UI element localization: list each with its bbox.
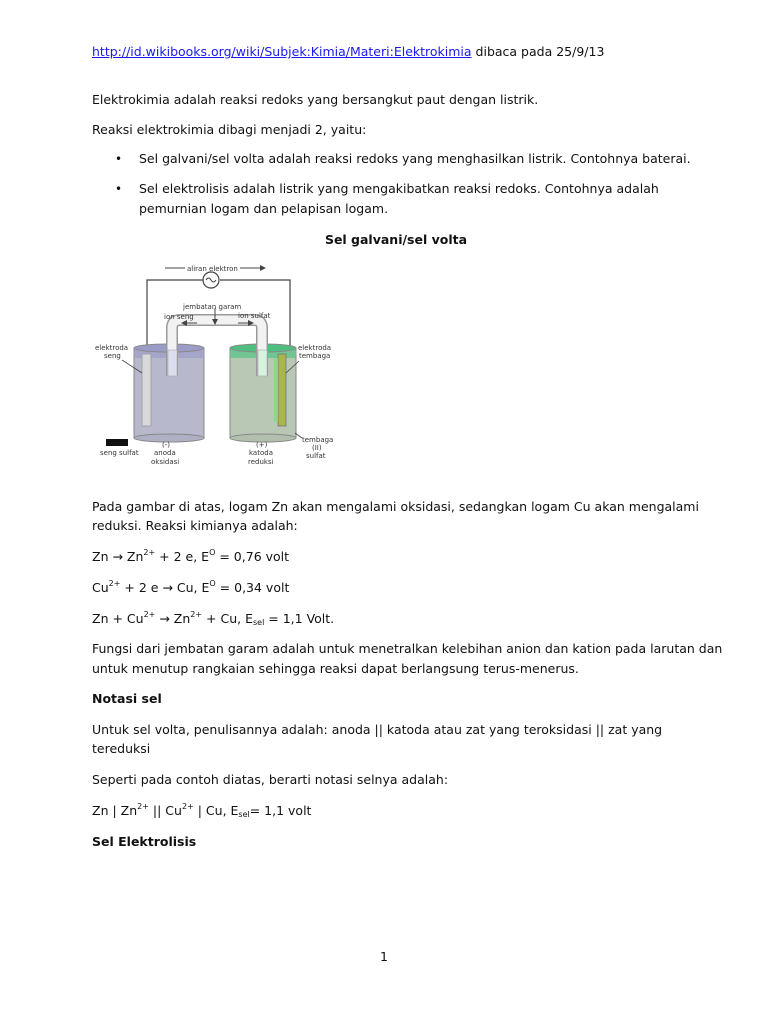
electron-flow-label: aliran elektron — [187, 265, 238, 273]
bullet-electrolysis-cont: pemurnian logam dan pelapisan logam. — [139, 201, 389, 216]
salt-bridge-line-1: Fungsi dari jembatan garam adalah untuk menetralkan kelebihan anion dan kation pada larutan dan — [92, 641, 723, 656]
svg-text:oksidasi: oksidasi — [151, 458, 180, 466]
svg-text:seng: seng — [104, 352, 121, 360]
bullet-icon: • — [115, 182, 123, 196]
definition-text: Elektrokimia adalah reaksi redoks yang bersangkut paut dengan listrik. — [92, 92, 539, 107]
svg-text:(II): (II) — [312, 444, 322, 452]
svg-text:katoda: katoda — [249, 449, 273, 457]
notation-example-intro: Seperti pada contoh diatas, berarti notasi selnya adalah: — [92, 772, 449, 787]
reaction-zn-oxidation: $Zn \to Zn^{2+} + 2$ e, $E^O = 0,76$ volt — [92, 548, 290, 564]
page-number: 1 — [380, 949, 388, 964]
division-text: Reaksi elektrokimia dibagi menjadi 2, yaitu: — [92, 122, 367, 137]
svg-text:anoda: anoda — [154, 449, 176, 457]
figure-caption: Sel galvani/sel volta — [324, 232, 468, 247]
zinc-electrode-label: elektroda — [95, 344, 129, 352]
reaction-overall: $Zn + Cu^{2+} \to Zn^{2+} + Cu$, $E_{sel} = 1,1$ Volt. — [92, 610, 335, 627]
notation-rule-line-1: Untuk sel volta, penulisannya adalah: anoda || katoda atau zat yang teroksidasi || zat yang — [92, 722, 663, 737]
copper-electrode — [278, 354, 286, 426]
explanation-line-2: reduksi. Reaksi kimianya adalah: — [92, 518, 298, 533]
bullet-galvanic: Sel galvani/sel volta adalah reaksi redoks yang menghasilkan listrik. Contohnya baterai. — [139, 151, 691, 166]
source-line — [92, 44, 604, 59]
salt-bridge-line-2: untuk menutup rangkaian sehingga reaksi dapat berlangsung terus-menerus. — [92, 661, 579, 676]
svg-text:sulfat: sulfat — [306, 452, 326, 460]
notation-rule-line-2: tereduksi — [92, 741, 151, 756]
svg-text:tembaga: tembaga — [299, 352, 331, 360]
svg-text:reduksi: reduksi — [248, 458, 274, 466]
electrolysis-heading: Sel Elektrolisis — [92, 834, 197, 849]
explanation-line-1: Pada gambar di atas, logam Zn akan mengalami oksidasi, sedangkan logam Cu akan mengalami — [92, 499, 699, 514]
cell-notation-formula: Zn | $Zn^{2+}$ || $Cu^{2+}$ | Cu, $E_{sel}= 1,1$ volt — [92, 802, 312, 819]
cathode-label: (+) — [256, 441, 268, 449]
notation-heading: Notasi sel — [92, 691, 162, 706]
zinc-sulfate-label: seng sulfat — [100, 449, 139, 457]
galvanic-cell-diagram — [90, 258, 350, 473]
zinc-ion-label: ion seng — [164, 313, 194, 321]
copper-electrode-label: elektroda — [298, 344, 332, 352]
sulfate-ion-label: ion sulfat — [238, 312, 271, 320]
anode-label: (-) — [162, 441, 170, 449]
salt-bridge-label: jembatan garam — [183, 303, 242, 311]
bullet-icon: • — [115, 152, 123, 166]
reaction-cu-reduction: $Cu^{2+} + 2$ e → Cu, $E^O = 0,34$ volt — [92, 579, 290, 595]
copper-sulfate-label: tembaga — [302, 436, 334, 444]
zinc-electrode — [142, 354, 151, 426]
bullet-electrolysis: Sel elektrolisis adalah listrik yang mengakibatkan reaksi redoks. Contohnya adalah — [139, 181, 659, 196]
read-date-note: dibaca pada 25/9/13 — [475, 44, 605, 59]
source-link[interactable]: http://id.wikibooks.org/wiki/Subjek:Kimia/Materi:Elektrokimia — [92, 44, 472, 59]
zinc-sulfate-swatch — [106, 439, 128, 446]
